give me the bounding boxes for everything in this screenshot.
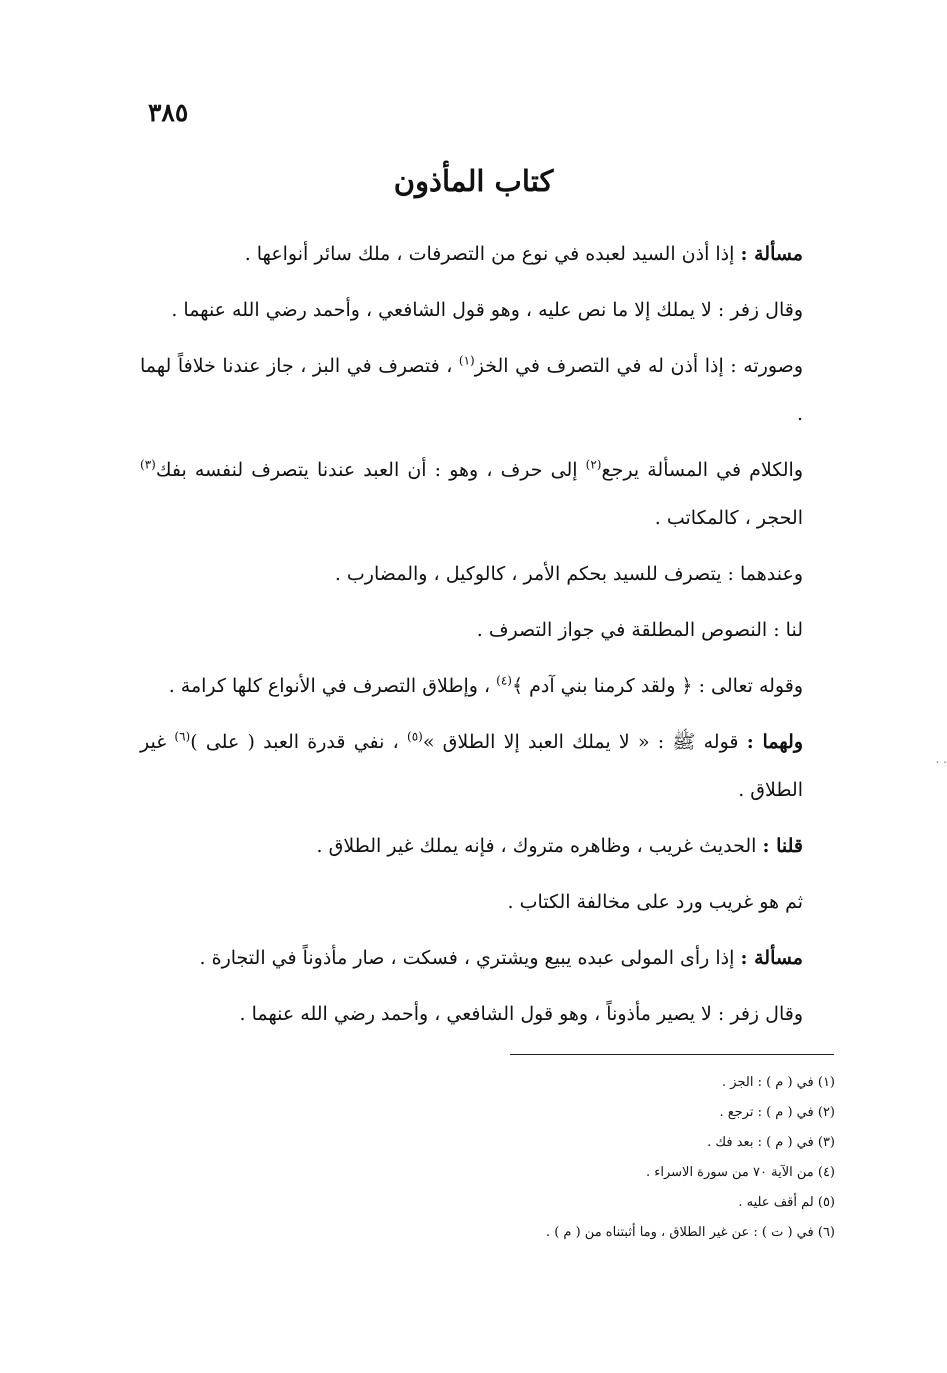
paragraph-text: الحديث غريب ، وظاهره متروك ، فإنه يملك غير الطلاق . [316,835,757,857]
paragraph [140,822,835,870]
paragraph-text: ، نفي قدرة العبد ( على ) [190,731,408,753]
footnote-marker: (٦) [174,729,191,744]
page-number: ٣٨٥ [148,98,189,127]
footnote-marker: (٢) [585,457,602,472]
paragraph-text: وقال زفر : لا يصير مأذوناً ، وهو قول الشافعي ، وأحمد رضي الله عنهما . [239,1003,803,1025]
footnote-marker: (١) [458,353,475,368]
paragraph [140,934,835,982]
paragraph [140,286,835,334]
paragraph [140,342,835,438]
paragraph-lead: ولهما : [746,731,804,753]
paragraph-text: ثم هو غريب ورد على مخالفة الكتاب . [507,891,803,913]
footnote: (٢) في ( م ) : ترجع . [719,1105,835,1120]
paragraph-text: وصورته : إذا أذن له في التصرف في الخز [474,355,803,377]
footnote-marker: (٥) [407,729,423,744]
paragraph [140,990,835,1038]
margin-mark: . . [935,752,947,766]
paragraph-lead: مسألة : [740,243,803,265]
footnote: (١) في ( م ) : الجز . [722,1075,835,1090]
paragraph-text: قوله ﷺ : « لا يملك العبد إلا الطلاق » [422,731,739,753]
paragraph [140,606,835,654]
paragraph-text: ، فتصرف في البز ، جاز عندنا خلافاً لهما . [140,355,803,425]
footnote: (٣) في ( م ) : بعد فك . [707,1135,835,1150]
paragraph-text: وقوله تعالى : ﴿ ولقد كرمنا بني آدم ﴾ [511,675,803,697]
chapter-title: كتاب المأذون [393,164,554,198]
paragraph-text: إذا رأى المولى عبده يبيع ويشتري ، فسكت ، صار مأذوناً في التجارة . [199,947,735,969]
footnote: (٥) لم أقف عليه . [738,1195,835,1210]
main-text [140,230,835,1046]
footnote-marker: (٣) [140,457,156,472]
paragraph [140,230,835,278]
footnotes [300,1068,835,1248]
paragraph-text: وقال زفر : لا يملك إلا ما نص عليه ، وهو قول الشافعي ، وأحمد رضي الله عنهما . [171,299,803,321]
paragraph-text: وعندهما : يتصرف للسيد بحكم الأمر ، كالوكيل ، والمضارب . [334,563,803,585]
paragraph-text: الحجر ، كالمكاتب . [654,507,803,529]
paragraph-text: إلى حرف ، وهو : أن العبد عندنا يتصرف لنفسه بفك [155,459,586,481]
footnote-marker: (٤) [496,673,512,688]
paragraph-lead: مسألة : [740,947,803,969]
paragraph-text: لنا : النصوص المطلقة في جواز التصرف . [476,619,803,641]
paragraph-text: ، وإطلاق التصرف في الأنواع كلها كرامة . [168,675,497,697]
paragraph [140,878,835,926]
paragraph [140,718,835,814]
footnote: (٤) من الآية ٧٠ من سورة الاسراء . [645,1165,835,1180]
footnote: (٦) في ( ت ) : عن غير الطلاق ، وما أثبتناه من ( م ) . [545,1225,835,1240]
paragraph-lead: قلنا : [762,835,803,857]
paragraph-text: غير الطلاق . [140,731,803,801]
paragraph [140,446,835,542]
paragraph-text: والكلام في المسألة يرجع [601,459,803,481]
paragraph [140,550,835,598]
paragraph-text: إذا أذن السيد لعبده في نوع من التصرفات ، ملك سائر أنواعها . [244,243,735,265]
paragraph [140,662,835,710]
footnote-divider [510,1054,834,1055]
